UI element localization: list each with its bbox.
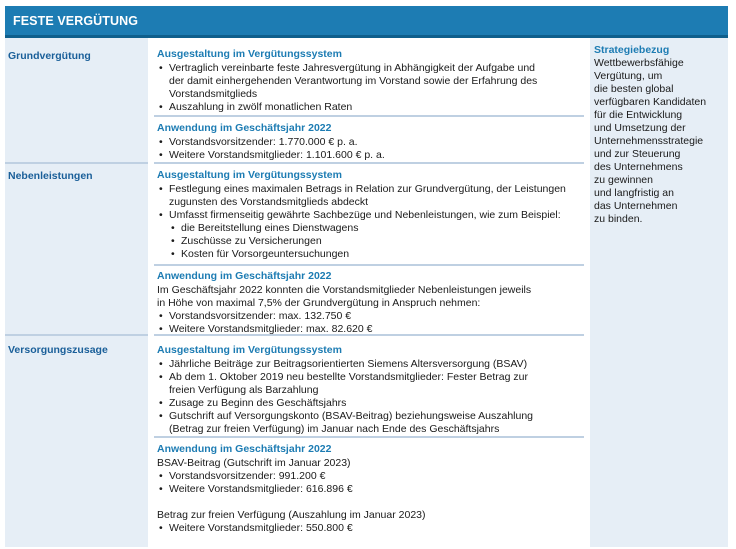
bullet-item: • Vorstandsvorsitzender: max. 132.750 € — [157, 310, 577, 323]
row-label-nebenleistungen: Nebenleistungen — [8, 170, 93, 182]
row-divider — [154, 162, 584, 164]
versorgung-design-block — [157, 344, 577, 436]
bullet-item: • Zusage zu Beginn des Geschäftsjahrs — [157, 397, 577, 410]
paragraph-line: Betrag zur freien Verfügung (Auszahlung im Januar 2023) — [157, 509, 426, 521]
strategy-line: Unternehmensstrategie — [594, 135, 704, 147]
strategy-line: das Unternehmen — [594, 200, 678, 212]
paragraph-line: Im Geschäftsjahr 2022 konnten die Vorstandsmitglieder Nebenleistungen jeweils — [157, 284, 532, 296]
sub-bullet-item: • Kosten für Vorsorgeuntersuchungen — [157, 248, 577, 261]
paragraph-line: in Höhe von maximal 7,5% der Grundvergütung in Anspruch nehmen: — [157, 297, 481, 309]
bullet-item: • Vertraglich vereinbarte feste Jahresvergütung in Abhängigkeit der Aufgabe und — [157, 62, 577, 75]
bullet-item: • Weitere Vorstandsmitglieder: 1.101.600 € p. a. — [157, 149, 577, 162]
section-title: Ausgestaltung im Vergütungssystem — [157, 48, 342, 60]
row-label-versorgungszusage: Versorgungszusage — [8, 344, 108, 356]
section-title: Anwendung im Geschäftsjahr 2022 — [157, 270, 332, 282]
label-column — [5, 38, 148, 547]
strategy-line: und zur Steuerung — [594, 148, 681, 160]
strategy-title: Strategiebezug — [594, 44, 670, 56]
bullet-item: • Vorstandsvorsitzender: 1.770.000 € p. a. — [157, 136, 577, 149]
bullet-continuation: (Betrag zur freien Verfügung) im Januar nach Ende des Geschäftsjahrs — [169, 423, 500, 435]
bullet-continuation: Vorstandsmitglieds — [169, 88, 258, 100]
row-label-grundverguetung: Grundvergütung — [8, 50, 91, 62]
neben-application-block — [157, 270, 577, 336]
sub-bullet-item: • Zuschüsse zu Versicherungen — [157, 235, 577, 248]
table-header — [5, 6, 728, 38]
strategy-line: Vergütung, um — [594, 70, 663, 82]
bullet-item: • Vorstandsvorsitzender: 991.200 € — [157, 470, 577, 483]
section-title: Anwendung im Geschäftsjahr 2022 — [157, 122, 332, 134]
strategy-line: und langfristig an — [594, 187, 674, 199]
strategy-line: die besten global — [594, 83, 674, 95]
neben-design-block — [157, 169, 577, 261]
block-divider — [154, 115, 584, 117]
grund-application-block — [157, 122, 577, 162]
section-title: Ausgestaltung im Vergütungssystem — [157, 169, 342, 181]
grund-design-block — [157, 48, 577, 114]
bullet-item: • Auszahlung in zwölf monatlichen Raten — [157, 101, 577, 114]
block-divider — [154, 264, 584, 266]
paragraph-line: BSAV-Beitrag (Gutschrift im Januar 2023) — [157, 457, 351, 469]
row-divider — [5, 334, 148, 336]
strategy-line: zu gewinnen — [594, 174, 653, 186]
bullet-item: • Weitere Vorstandsmitglieder: 550.800 € — [157, 522, 577, 535]
bullet-continuation: zugunsten des Vorstandsmitglieds abdeckt — [169, 196, 369, 208]
strategy-line: und Umsetzung der — [594, 122, 686, 134]
sub-bullet-item: • die Bereitstellung eines Dienstwagens — [157, 222, 577, 235]
strategy-line: des Unternehmens — [594, 161, 683, 173]
bullet-item: • Festlegung eines maximalen Betrags in Relation zur Grundvergütung, der Leistungen — [157, 183, 577, 196]
bullet-item: • Ab dem 1. Oktober 2019 neu bestellte Vorstandsmitglieder: Fester Betrag zur — [157, 371, 577, 384]
bullet-continuation: der damit einhergehenden Verantwortung im Vorstand sowie der Erfahrung des — [169, 75, 538, 87]
bullet-item: • Weitere Vorstandsmitglieder: max. 82.620 € — [157, 323, 577, 336]
row-divider — [5, 162, 148, 164]
table-title: FESTE VERGÜTUNG — [13, 14, 139, 28]
bullet-item: • Jährliche Beiträge zur Beitragsorientierten Siemens Altersversorgung (BSAV) — [157, 358, 577, 371]
strategy-line: verfügbaren Kandidaten — [594, 96, 707, 108]
bullet-item: • Weitere Vorstandsmitglieder: 616.896 € — [157, 483, 577, 496]
versorgung-application-block — [157, 443, 577, 535]
bullet-continuation: freien Verfügung als Barzahlung — [169, 384, 319, 396]
bullet-item: • Umfasst firmenseitig gewährte Sachbezüge und Nebenleistungen, wie zum Beispiel: — [157, 209, 577, 222]
strategy-line: zu binden. — [594, 213, 643, 225]
section-title: Anwendung im Geschäftsjahr 2022 — [157, 443, 332, 455]
strategy-line: Wettbewerbsfähige — [594, 57, 684, 69]
strategy-line: für die Entwicklung — [594, 109, 683, 121]
strategy-block — [594, 44, 722, 226]
block-divider — [154, 436, 584, 438]
section-title: Ausgestaltung im Vergütungssystem — [157, 344, 342, 356]
bullet-item: • Gutschrift auf Versorgungskonto (BSAV-Beitrag) beziehungsweise Auszahlung — [157, 410, 577, 423]
